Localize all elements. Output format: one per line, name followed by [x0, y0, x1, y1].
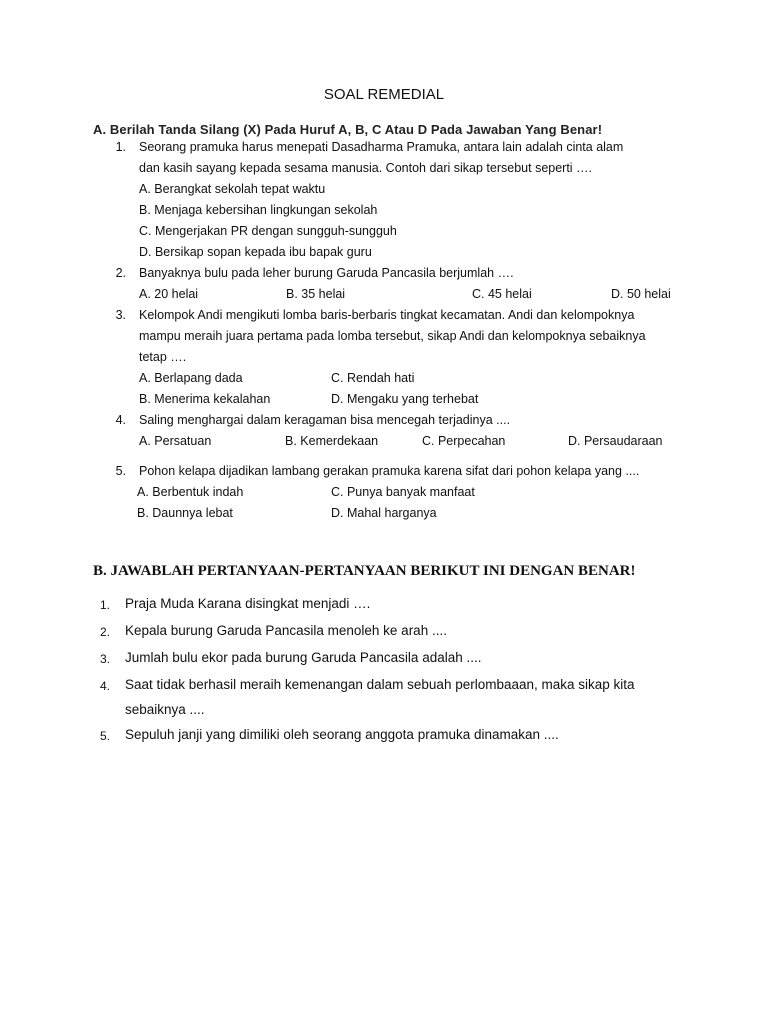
- q1-text-line-1: Seorang pramuka harus menepati Dasadharma Pramuka, antara lain adalah cinta alam: [139, 140, 624, 154]
- q3-text-line-3: tetap ….: [139, 350, 187, 364]
- q3-option-d: D. Mengaku yang terhebat: [331, 392, 479, 406]
- q2-option-a: A. 20 helai: [139, 287, 199, 301]
- b5-text: Sepuluh janji yang dimiliki oleh seorang anggota pramuka dinamakan ....: [125, 727, 559, 742]
- q5-option-b: B. Daunnya lebat: [137, 506, 233, 520]
- b1-number: 1.: [99, 598, 110, 612]
- q1-text-line-2: dan kasih sayang kepada sesama manusia. Contoh dari sikap tersebut seperti ….: [139, 161, 593, 175]
- q4-option-b: B. Kemerdekaan: [285, 434, 379, 448]
- q4-option-a: A. Persatuan: [139, 434, 212, 448]
- q2-number: 2.: [115, 266, 126, 280]
- b1-text: Praja Muda Karana disingkat menjadi ….: [125, 596, 371, 611]
- q1-option-c: C. Mengerjakan PR dengan sungguh-sungguh: [139, 224, 397, 238]
- section-b-heading: B. JAWABLAH PERTANYAAN-PERTANYAAN BERIKUT INI DENGAN BENAR!: [93, 563, 636, 579]
- q1-option-a: A. Berangkat sekolah tepat waktu: [139, 182, 326, 196]
- b5-number: 5.: [99, 729, 110, 743]
- q5-text: Pohon kelapa dijadikan lambang gerakan pramuka karena sifat dari pohon kelapa yang ....: [139, 464, 640, 478]
- q1-option-d: D. Bersikap sopan kepada ibu bapak guru: [139, 245, 372, 259]
- b4-text-line-2: sebaiknya ....: [125, 702, 205, 717]
- q3-option-b: B. Menerima kekalahan: [139, 392, 271, 406]
- q3-text-line-1: Kelompok Andi mengikuti lomba baris-berbaris tingkat kecamatan. Andi dan kelompoknya: [139, 308, 635, 322]
- q2-option-c: C. 45 helai: [472, 287, 532, 301]
- q3-number: 3.: [115, 308, 126, 322]
- q4-option-c: C. Perpecahan: [422, 434, 506, 448]
- q5-option-d: D. Mahal harganya: [331, 506, 437, 520]
- q4-text: Saling menghargai dalam keragaman bisa mencegah terjadinya ....: [139, 413, 511, 427]
- q4-option-d: D. Persaudaraan: [568, 434, 663, 448]
- q1-option-b: B. Menjaga kebersihan lingkungan sekolah: [139, 203, 378, 217]
- q1-number: 1.: [115, 140, 126, 154]
- b3-text: Jumlah bulu ekor pada burung Garuda Pancasila adalah ....: [125, 650, 482, 665]
- q4-number: 4.: [115, 413, 126, 427]
- q5-number: 5.: [115, 464, 126, 478]
- b3-number: 3.: [99, 652, 110, 666]
- q3-option-a: A. Berlapang dada: [139, 371, 243, 385]
- q2-option-b: B. 35 helai: [286, 287, 346, 301]
- q3-option-c: C. Rendah hati: [331, 371, 415, 385]
- q2-option-d: D. 50 helai: [611, 287, 671, 301]
- b4-number: 4.: [99, 679, 110, 693]
- q2-text: Banyaknya bulu pada leher burung Garuda Pancasila berjumlah ….: [139, 266, 514, 280]
- q5-option-c: C. Punya banyak manfaat: [331, 485, 475, 499]
- q5-option-a: A. Berbentuk indah: [137, 485, 244, 499]
- b4-text-line-1: Saat tidak berhasil meraih kemenangan dalam sebuah perlombaaan, maka sikap kita: [125, 677, 635, 692]
- q3-text-line-2: mampu meraih juara pertama pada lomba tersebut, sikap Andi dan kelompoknya sebaiknya: [139, 329, 646, 343]
- section-a-heading: A. Berilah Tanda Silang (X) Pada Huruf A, B, C Atau D Pada Jawaban Yang Benar!: [93, 122, 603, 137]
- b2-number: 2.: [99, 625, 110, 639]
- page-title: SOAL REMEDIAL: [323, 86, 445, 103]
- b2-text: Kepala burung Garuda Pancasila menoleh ke arah ....: [125, 623, 447, 638]
